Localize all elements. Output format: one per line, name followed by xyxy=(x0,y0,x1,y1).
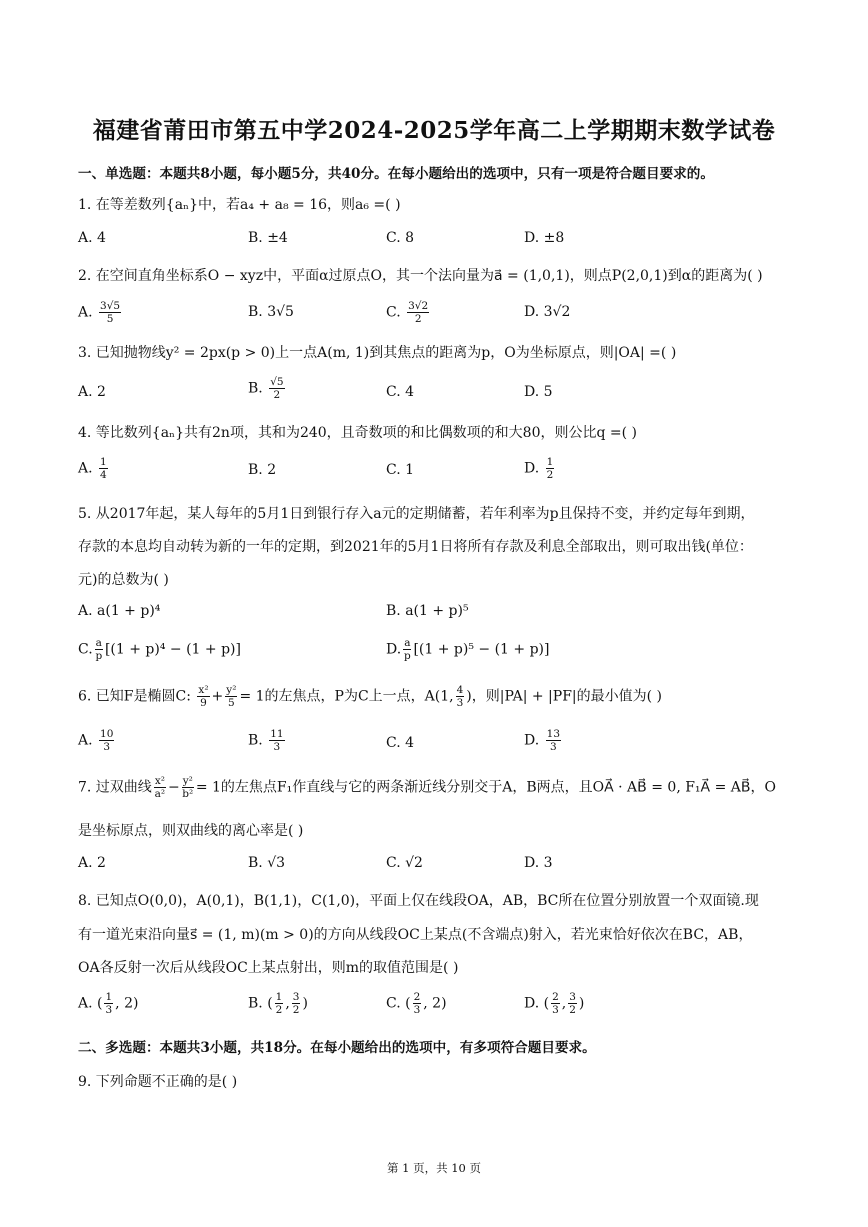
question-2-option-c xyxy=(386,300,431,325)
question-7-option-c: C. √2 xyxy=(386,855,423,871)
numerator: 11 xyxy=(270,728,284,740)
numerator: 13 xyxy=(546,728,561,740)
numerator: a xyxy=(95,637,102,649)
fraction xyxy=(104,991,113,1016)
option-label: A. xyxy=(78,460,93,477)
question-5-line-3: 元)的总数为( ) xyxy=(78,572,169,588)
fraction xyxy=(403,637,411,662)
question-7-option-a: A. 2 xyxy=(78,855,106,871)
denominator: a² xyxy=(154,788,166,801)
question-3-option-a: A. 2 xyxy=(78,384,106,400)
question-8-line-2: 有一道光束沿向量s⃗ = (1, m)(m > 0)的方向从线段OC上某点(不含端点)射入，若光束恰好依次在BC，AB， xyxy=(78,927,753,943)
fraction xyxy=(292,991,301,1016)
denominator: 9 xyxy=(200,697,207,710)
question-2-option-b: B. 3√5 xyxy=(248,304,294,320)
question-6-stem xyxy=(78,684,662,709)
fraction xyxy=(546,456,555,481)
interval-end: , 2) xyxy=(423,995,447,1012)
numerator: a xyxy=(404,637,411,649)
fraction xyxy=(456,684,465,709)
numerator: 1 xyxy=(100,456,107,468)
numerator: 10 xyxy=(100,728,114,740)
fraction xyxy=(568,991,577,1016)
numerator: 1 xyxy=(546,456,554,468)
option-label: B. xyxy=(248,380,263,397)
numerator: y² xyxy=(182,775,193,787)
denominator: p xyxy=(95,650,103,663)
fraction xyxy=(551,991,560,1016)
stem-text: 6. 已知F是椭圆C: xyxy=(78,688,191,705)
question-3-option-c: C. 4 xyxy=(386,384,415,400)
numerator: √5 xyxy=(270,376,284,388)
numerator: 3 xyxy=(292,991,300,1003)
denominator: 2 xyxy=(273,389,281,402)
operator: + xyxy=(211,688,224,705)
fraction xyxy=(99,728,114,753)
fraction xyxy=(99,456,108,481)
question-4-option-d xyxy=(524,456,556,481)
numerator: 3 xyxy=(569,991,576,1003)
question-1-option-d: D. ±8 xyxy=(524,230,565,246)
question-5-line-1: 5. 从2017年起，某人每年的5月1日到银行存入a元的定期储蓄，若年利率为p且保持不变，并约定每年到期， xyxy=(78,506,755,522)
question-7-option-b: B. √3 xyxy=(248,855,286,871)
option-label: A. xyxy=(78,304,93,321)
section-multiple-choice: 二、多选题：本题共3小题，共18分。在每小题给出的选项中，有多项符合题目要求。 xyxy=(78,1040,596,1056)
denominator: 2 xyxy=(414,313,422,326)
option-label: B. ( xyxy=(248,995,273,1012)
question-2-stem: 2. 在空间直角坐标系O − xyz中，平面α过原点O，其一个法向量为a⃗ = (1,0,1)，则点P(2,0,1)到α的距离为( ) xyxy=(78,268,763,284)
question-1-option-a: A. 4 xyxy=(78,230,106,246)
page-footer: 第 1 页，共 10 页 xyxy=(386,1161,482,1175)
denominator: 2 xyxy=(275,1004,283,1017)
fraction xyxy=(413,991,422,1016)
option-label: D. ( xyxy=(524,995,550,1012)
denominator: 2 xyxy=(546,469,554,482)
option-label: C. xyxy=(386,304,401,321)
option-label: A. ( xyxy=(78,995,103,1012)
numerator: 1 xyxy=(275,991,283,1003)
question-4-option-a xyxy=(78,456,110,481)
question-1-stem: 1. 在等差数列{aₙ}中，若a₄ + a₈ = 16，则a₆ =( ) xyxy=(78,197,401,213)
numerator: y² xyxy=(226,684,237,696)
question-6-option-d xyxy=(524,728,563,753)
question-7-stem xyxy=(78,775,776,800)
expression: [(1 + p)⁴ − (1 + p)] xyxy=(104,641,241,658)
question-4-option-b: B. 2 xyxy=(248,462,277,478)
numerator: x² xyxy=(198,684,209,696)
denominator: 2 xyxy=(292,1004,300,1017)
stem-text: 7. 过双曲线 xyxy=(78,779,152,796)
fraction xyxy=(269,728,284,753)
option-label: C. xyxy=(78,641,93,658)
question-3-option-b xyxy=(248,376,287,401)
section-single-choice: 一、单选题：本题共8小题，每小题5分，共40分。在每小题给出的选项中，只有一项是符合题目要求的。 xyxy=(78,166,714,182)
numerator: x² xyxy=(154,775,165,787)
interval-end: ) xyxy=(302,995,308,1012)
interval-end: , 2) xyxy=(115,995,139,1012)
question-5-option-a: A. a(1 + p)⁴ xyxy=(78,603,161,619)
fraction xyxy=(99,300,121,325)
option-label: B. xyxy=(248,732,263,749)
option-label: D. xyxy=(524,460,540,477)
fraction xyxy=(546,728,561,753)
separator: , xyxy=(561,995,567,1012)
denominator: 3 xyxy=(273,741,281,754)
option-label: A. xyxy=(78,732,93,749)
option-label: D. xyxy=(386,641,402,658)
question-4-stem: 4. 等比数列{aₙ}共有2n项，其和为240，且奇数项的和比偶数项的和大80，则公比q =( ) xyxy=(78,425,638,441)
fraction xyxy=(407,300,429,325)
question-5-option-c xyxy=(78,637,241,662)
fraction xyxy=(275,991,284,1016)
question-8-option-b xyxy=(248,991,308,1016)
question-8-line-1: 8. 已知点O(0,0)，A(0,1)，B(1,1)，C(1,0)，平面上仅在线段OA，AB，BC所在位置分别放置一个双面镜.现 xyxy=(78,893,759,909)
question-8-option-a xyxy=(78,991,138,1016)
question-8-line-3: OA各反射一次后从线段OC上某点射出，则m的取值范围是( ) xyxy=(78,960,459,976)
question-2-option-d: D. 3√2 xyxy=(524,304,571,320)
question-2-option-a xyxy=(78,300,123,325)
denominator: 5 xyxy=(228,697,235,710)
question-7-line-2: 是坐标原点，则双曲线的离心率是( ) xyxy=(78,823,304,839)
question-4-option-c: C. 1 xyxy=(386,462,415,478)
denominator: 3 xyxy=(103,741,111,754)
denominator: 3 xyxy=(413,1004,421,1017)
fraction xyxy=(225,684,237,709)
question-1-option-b: B. ±4 xyxy=(248,230,288,246)
stem-text: )，则|PA| + |PF|的最小值为( ) xyxy=(466,688,662,705)
fraction xyxy=(269,376,284,401)
denominator: 3 xyxy=(105,1004,113,1017)
question-1-option-c: C. 8 xyxy=(386,230,415,246)
expression: [(1 + p)⁵ − (1 + p)] xyxy=(413,641,550,658)
question-5-option-d xyxy=(386,637,549,662)
denominator: p xyxy=(403,650,411,663)
numerator: 2 xyxy=(552,991,559,1003)
option-label: C. ( xyxy=(386,995,411,1012)
question-8-option-d xyxy=(524,991,584,1016)
question-8-option-c xyxy=(386,991,447,1016)
numerator: 2 xyxy=(413,991,421,1003)
fraction xyxy=(154,775,166,800)
question-5-line-2: 存款的本息均自动转为新的一年的定期，到2021年的5月1日将所有存款及利息全部取出，则可取出钱(单位： xyxy=(78,539,753,555)
fraction xyxy=(197,684,209,709)
question-6-option-a xyxy=(78,728,116,753)
question-3-option-d: D. 5 xyxy=(524,384,553,400)
fraction xyxy=(95,637,103,662)
option-label: D. xyxy=(524,732,540,749)
numerator: 1 xyxy=(105,991,113,1003)
question-9-stem: 9. 下列命题不正确的是( ) xyxy=(78,1074,238,1090)
question-5-option-b: B. a(1 + p)⁵ xyxy=(386,603,469,619)
numerator: 3√2 xyxy=(408,300,429,312)
page-title: 福建省莆田市第五中学2024-2025学年高二上学期期末数学试卷 xyxy=(92,117,776,144)
question-3-stem: 3. 已知抛物线y² = 2px(p > 0)上一点A(m, 1)到其焦点的距离为p，O为坐标原点，则|OA| =( ) xyxy=(78,345,677,361)
operator: − xyxy=(167,779,180,796)
denominator: 2 xyxy=(569,1004,576,1017)
separator: , xyxy=(285,995,290,1012)
question-6-option-b xyxy=(248,728,287,753)
question-7-option-d: D. 3 xyxy=(524,855,553,871)
denominator: 3 xyxy=(552,1004,559,1017)
question-6-option-c: C. 4 xyxy=(386,735,415,751)
denominator: b² xyxy=(182,788,194,801)
denominator: 3 xyxy=(456,697,464,710)
fraction xyxy=(182,775,194,800)
stem-text: = 1的左焦点F₁作直线与它的两条渐近线分别交于A，B两点，且OA⃗ · AB⃗ = 0, F₁A⃗ = AB⃗，O xyxy=(195,779,776,796)
numerator: 3√5 xyxy=(100,300,121,312)
denominator: 4 xyxy=(100,469,107,482)
stem-text: = 1的左焦点，P为C上一点，A(1, xyxy=(239,688,454,705)
denominator: 3 xyxy=(549,741,557,754)
interval-end: ) xyxy=(578,995,585,1012)
denominator: 5 xyxy=(106,313,114,326)
numerator: 4 xyxy=(456,684,464,696)
